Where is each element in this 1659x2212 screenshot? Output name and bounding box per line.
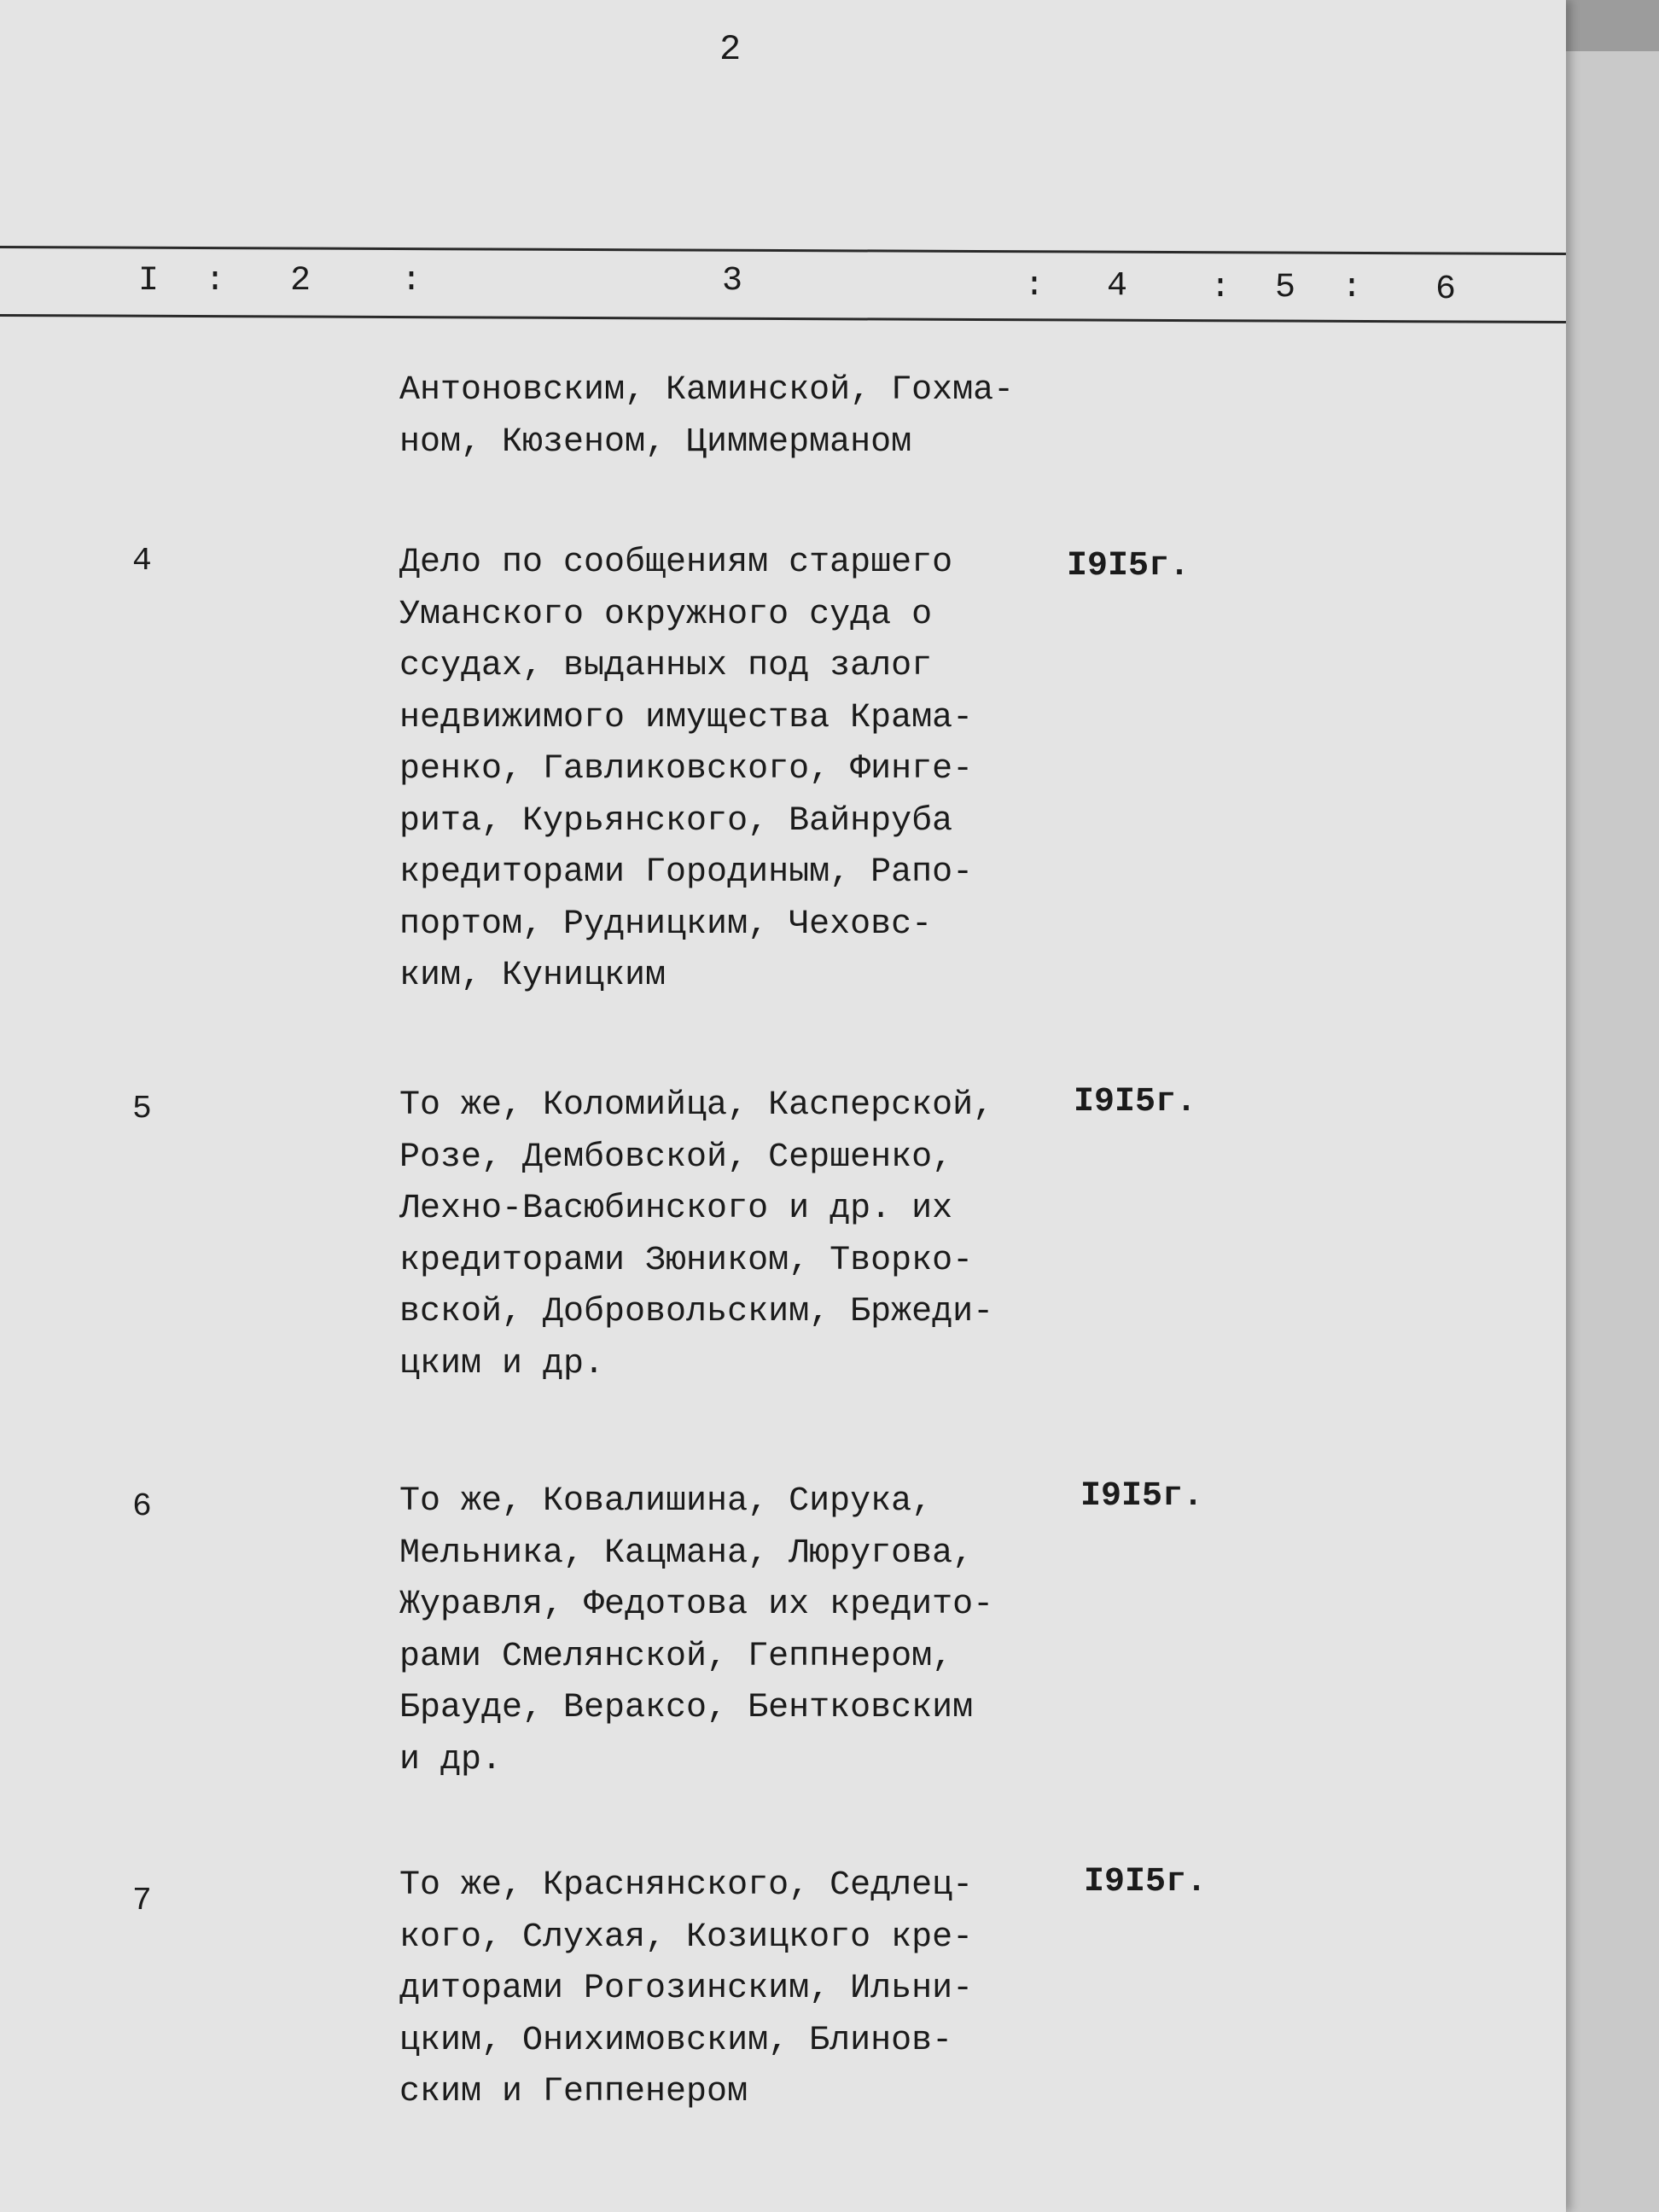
text-line: ским и Геппенером <box>399 2073 748 2111</box>
text-line: Мельника, Кацмана, Люругова, <box>399 1534 974 1573</box>
text-line: кого, Слухая, Козицкого кре- <box>399 1918 974 1957</box>
header-col-1: I <box>138 262 160 300</box>
entry-year: I9I5г. <box>1080 1477 1204 1516</box>
continuation-text <box>399 365 1048 469</box>
entry-description <box>399 538 1048 1003</box>
entry-number: 4 <box>132 543 152 579</box>
header-separator: : <box>205 262 226 300</box>
header-col-6: 6 <box>1435 271 1457 309</box>
header-col-3: 3 <box>722 262 743 300</box>
text-line: ссудах, выданных под залог <box>399 647 933 685</box>
text-line: портом, Рудницким, Чеховс- <box>399 905 933 944</box>
text-line: Лехно-Васюбинского и др. их <box>399 1190 953 1228</box>
text-line: Антоновским, Каминской, Гохма- <box>399 371 1015 410</box>
page-number: 2 <box>719 29 742 70</box>
text-line: недвижимого имущества Крама- <box>399 698 974 737</box>
text-line: ном, Кюзеном, Циммерманом <box>399 422 912 462</box>
entry-number: 7 <box>132 1883 152 1919</box>
entry-description <box>399 1080 1048 1390</box>
entry-year: I9I5г. <box>1067 547 1190 585</box>
header-bottom-rule <box>0 314 1566 323</box>
text-line: Брауде, Вераксо, Бентковским <box>399 1689 974 1727</box>
text-line: вской, Добровольским, Бржеди- <box>399 1293 994 1331</box>
text-line: диторами Рогозинским, Ильни- <box>399 1970 974 2008</box>
entry-description <box>399 1476 1048 1786</box>
entry-year: I9I5г. <box>1084 1863 1208 1901</box>
header-col-5: 5 <box>1275 269 1296 307</box>
text-line: Розе, Дембовской, Сершенко, <box>399 1138 953 1177</box>
text-line: кредиторами Зюником, Творко- <box>399 1241 974 1280</box>
text-line: рами Смелянской, Геппнером, <box>399 1637 953 1676</box>
text-line: кредиторами Городиным, Рапо- <box>399 853 974 892</box>
header-separator: : <box>1024 267 1045 306</box>
text-line: ренко, Гавликовского, Финге- <box>399 750 974 789</box>
entry-description <box>399 1860 1048 2119</box>
entry-number: 5 <box>132 1091 152 1127</box>
header-separator: : <box>1210 269 1231 307</box>
header-separator: : <box>1342 269 1363 307</box>
entry-number: 6 <box>132 1488 152 1525</box>
text-line: То же, Коломийца, Касперской, <box>399 1086 994 1125</box>
text-line: и др. <box>399 1740 503 1779</box>
text-line: цким, Онихимовским, Блинов- <box>399 2021 953 2060</box>
text-line: То же, Краснянского, Седлец- <box>399 1866 974 1905</box>
header-top-rule <box>0 246 1566 255</box>
underlying-page-edge <box>1566 51 1659 2212</box>
header-separator: : <box>401 262 422 300</box>
header-col-4: 4 <box>1107 267 1128 306</box>
text-line: Дело по сообщениям старшего <box>399 544 953 582</box>
entry-year: I9I5г. <box>1074 1083 1197 1121</box>
header-col-2: 2 <box>290 262 311 300</box>
text-line: Уманского окружного суда о <box>399 595 933 634</box>
text-line: ким, Куницким <box>399 957 667 995</box>
text-line: То же, Ковалишина, Сирука, <box>399 1482 933 1521</box>
text-line: цким и др. <box>399 1344 605 1383</box>
text-line: рита, Курьянского, Вайнруба <box>399 801 953 841</box>
text-line: Журавля, Федотова их кредито- <box>399 1586 994 1624</box>
